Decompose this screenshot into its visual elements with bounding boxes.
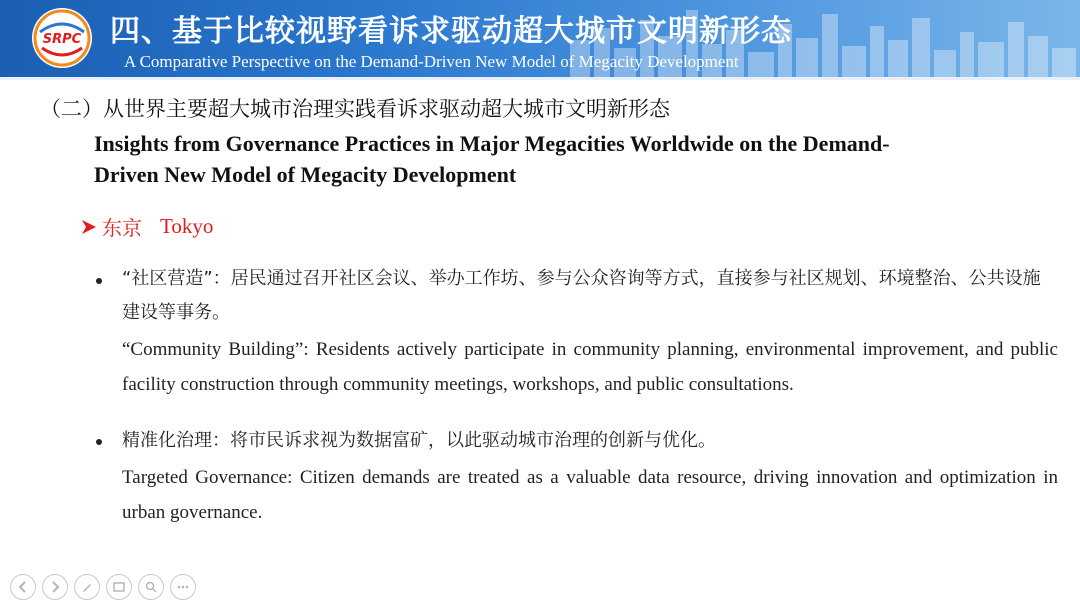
zoom-button[interactable] bbox=[138, 574, 164, 600]
banner-subtitle: A Comparative Perspective on the Demand-Driven New Model of Megacity Development bbox=[124, 52, 739, 71]
bullet-community-building bbox=[96, 262, 1058, 402]
section-title-en: Insights from Governance Practices in Major Megacities Worldwide on the Demand-Driven New Model of Megacity Development bbox=[94, 131, 890, 187]
pen-tool-button[interactable] bbox=[74, 574, 100, 600]
previous-slide-button[interactable] bbox=[10, 574, 36, 600]
bullet-dot-icon bbox=[96, 278, 102, 284]
more-options-button[interactable] bbox=[170, 574, 196, 600]
banner-divider bbox=[0, 77, 1080, 80]
bullet-text-en: Targeted Governance: Citizen demands are treated as a valuable data resource, driving innovation and optimization in urban governance. bbox=[122, 467, 1058, 523]
city-heading bbox=[80, 212, 213, 241]
zoom-icon bbox=[144, 580, 158, 594]
logo-text: SRPC bbox=[42, 32, 82, 47]
bullet-text-cn: “社区营造”：居民通过召开社区会议、举办工作坊、参与公众咨询等方式，直接参与社区规划、环境整治、公共设施建设等事务。 bbox=[122, 268, 1041, 323]
header-banner bbox=[0, 0, 1080, 80]
next-slide-button[interactable] bbox=[42, 574, 68, 600]
bullet-dot-icon bbox=[96, 439, 102, 445]
presenter-toolbar bbox=[10, 574, 196, 600]
screen-button[interactable] bbox=[106, 574, 132, 600]
section-title-cn: （二）从世界主要超大城市治理实践看诉求驱动超大城市文明新形态 bbox=[40, 97, 670, 121]
city-name-en: Tokyo bbox=[160, 214, 214, 238]
more-icon bbox=[176, 580, 190, 594]
next-icon bbox=[48, 580, 62, 594]
bullet-text-en: “Community Building”: Residents actively participate in community planning, environmental improvement, and public facility construction through community meetings, workshops, and public consultations. bbox=[122, 339, 1058, 395]
screen-icon bbox=[112, 580, 126, 594]
previous-icon bbox=[16, 580, 30, 594]
arrowhead-bullet-icon bbox=[80, 218, 98, 236]
pen-icon bbox=[80, 580, 94, 594]
bullet-text-cn: 精准化治理：将市民诉求视为数据富矿，以此驱动城市治理的创新与优化。 bbox=[122, 430, 716, 451]
banner-title: 四、基于比较视野看诉求驱动超大城市文明新形态 bbox=[110, 14, 792, 49]
bullet-targeted-governance bbox=[96, 424, 1058, 530]
srpc-logo bbox=[30, 6, 94, 70]
city-name-cn: 东京 bbox=[102, 216, 142, 240]
